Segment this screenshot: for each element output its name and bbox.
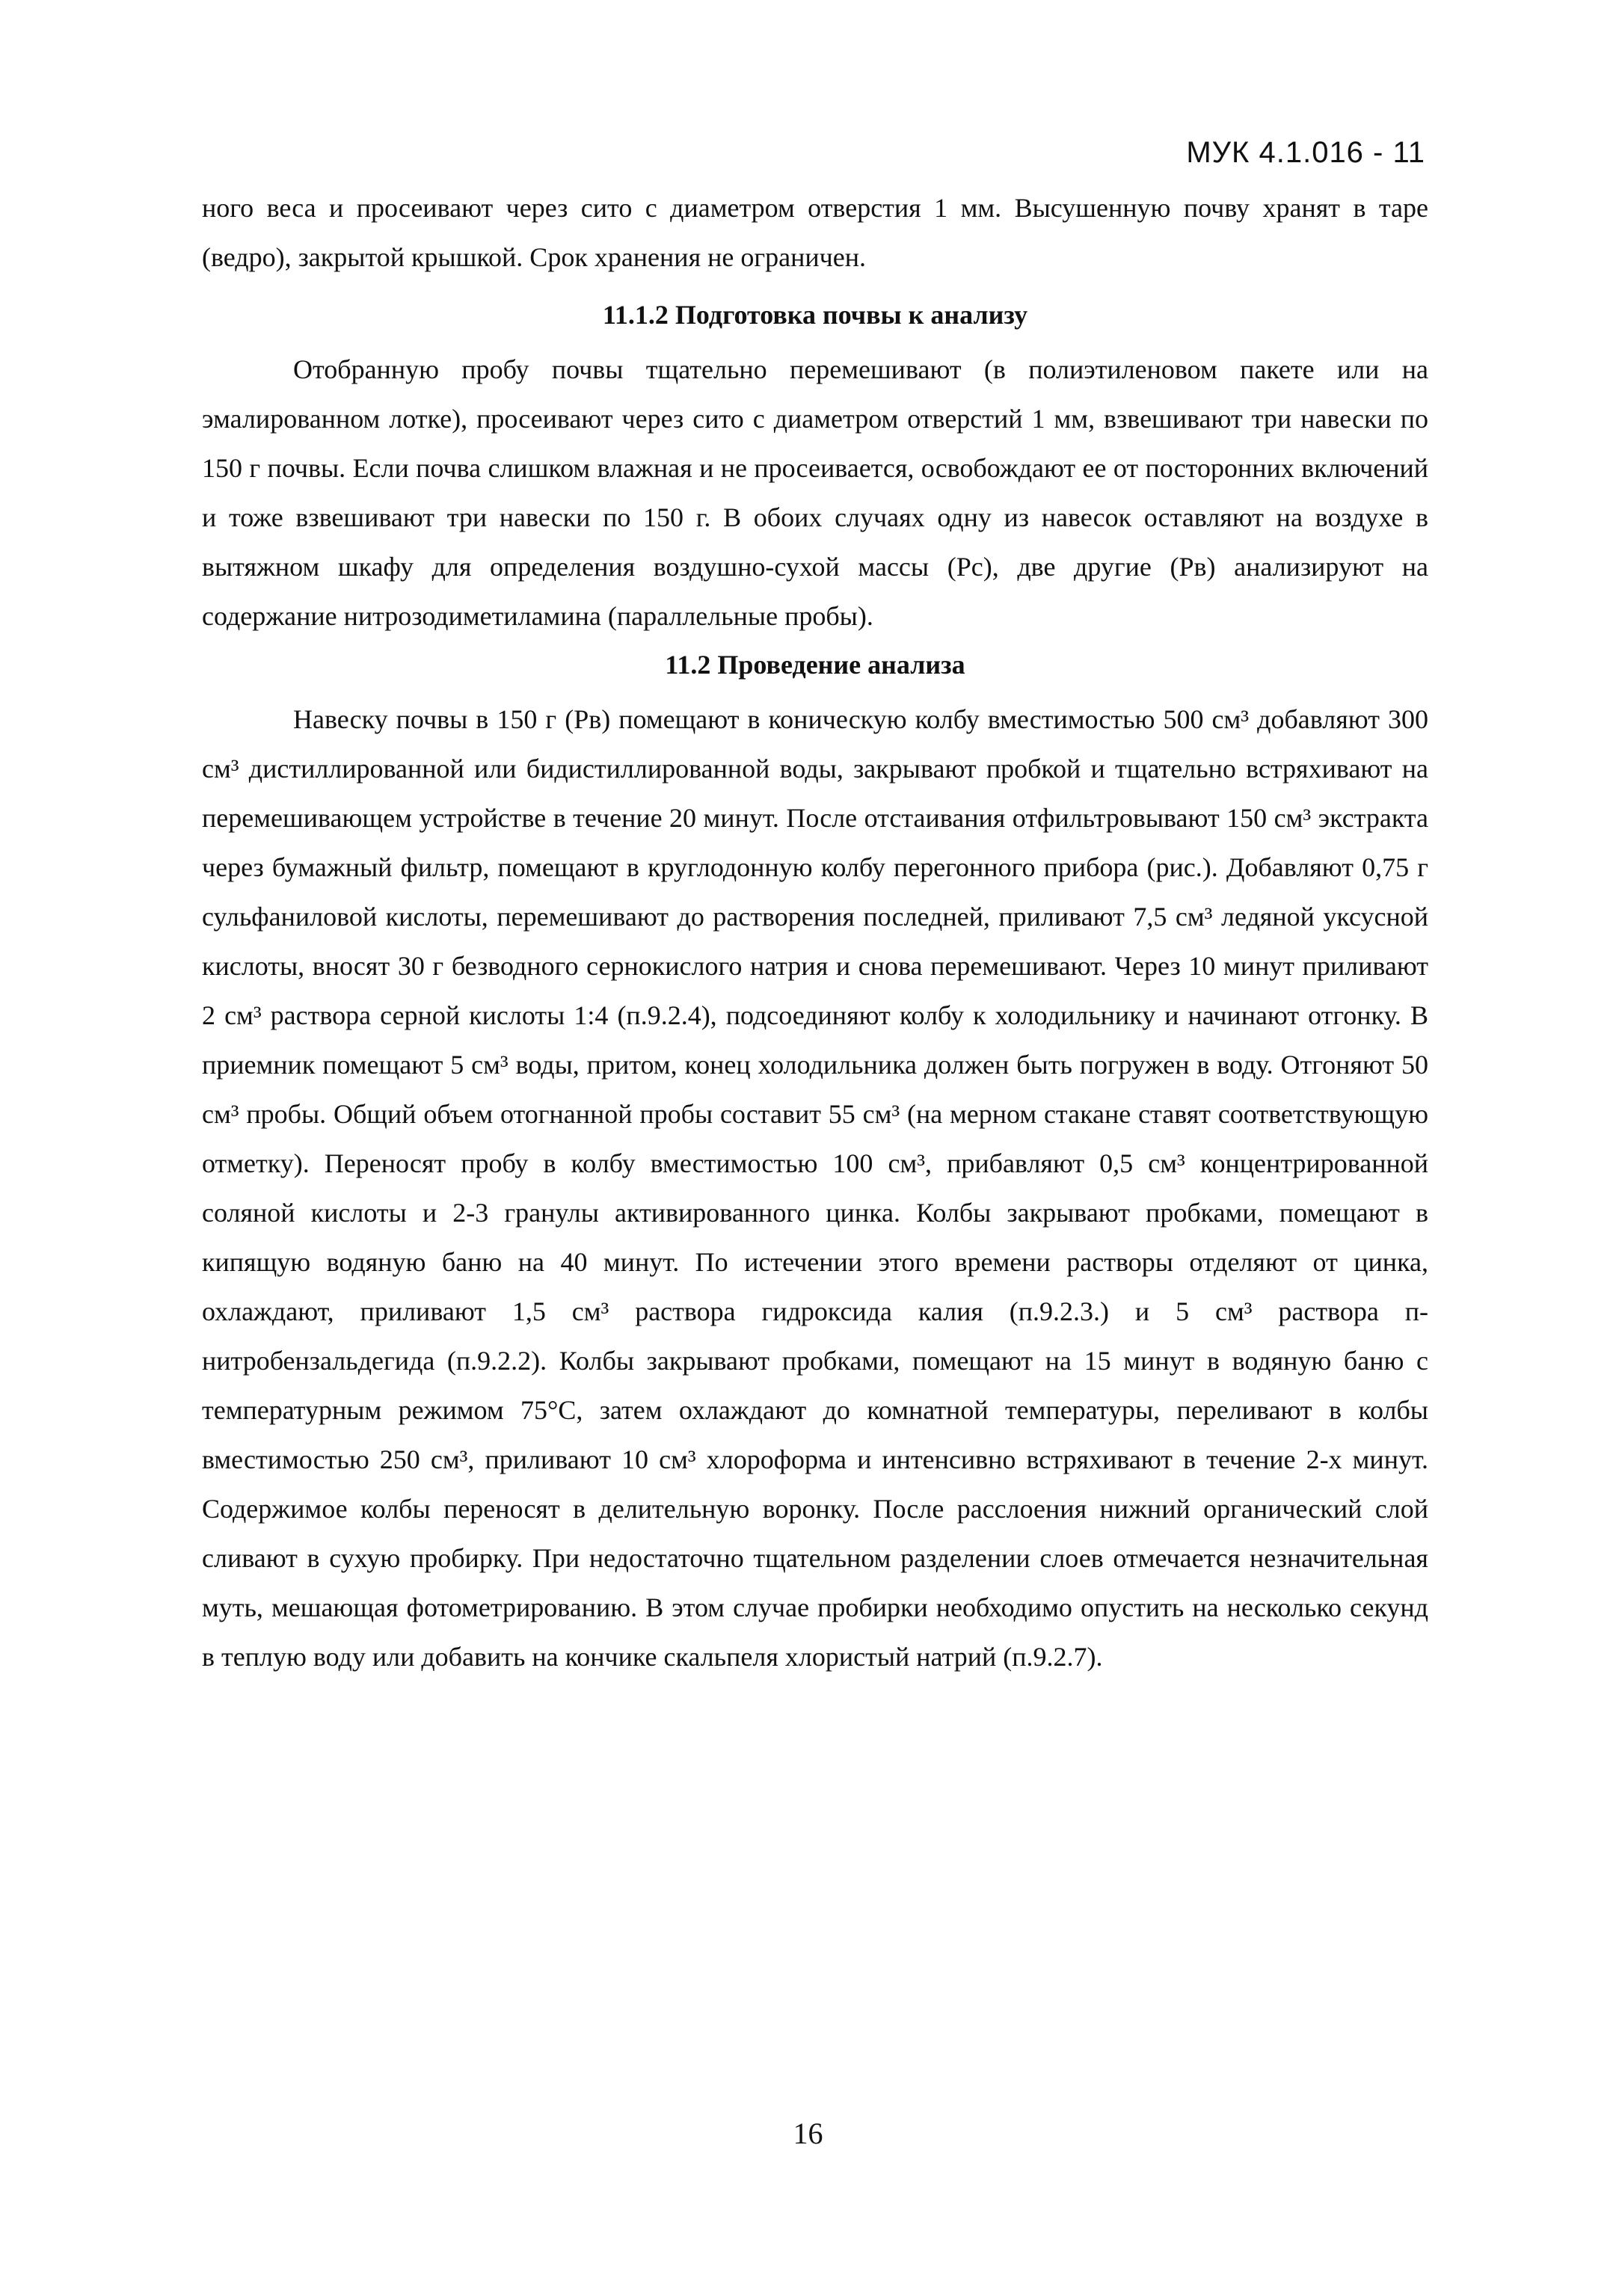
document-body: [202, 183, 1428, 1681]
analysis-procedure-paragraph: Навеску почвы в 150 г (Pв) помещают в коническую колбу вместимостью 500 см³ добавляют 300 см³ дистиллированной или бидистиллированной воды, закрывают пробкой и тщательно встряхивают на перемешивающем устройстве в течение 20 минут. После отстаивания отфильтровывают 150 см³ экстракта через бумажный фильтр, помещают в круглодонную колбу перегонного прибора (рис.). Добавляют 0,75 г сульфаниловой кислоты, перемешивают до растворения последней, приливают 7,5 см³ ледяной уксусной кислоты, вносят 30 г безводного сернокислого натрия и снова перемешивают. Через 10 минут приливают 2 см³ раствора серной кислоты 1:4 (п.9.2.4), подсоединяют колбу к холодильнику и начинают отгонку. В приемник помещают 5 см³ воды, притом, конец холодильника должен быть погружен в воду. Отгоняют 50 см³ пробы. Общий объем отогнанной пробы составит 55 см³ (на мерном стакане ставят соответствующую отметку). Переносят пробу в колбу вместимостью 100 см³, прибавляют 0,5 см³ концентрированной соляной кислоты и 2-3 гранулы активированного цинка. Колбы закрывают пробками, помещают в кипящую водяную баню на 40 минут. По истечении этого времени растворы отделяют от цинка, охлаждают, приливают 1,5 см³ раствора гидроксида калия (п.9.2.3.) и 5 см³ раствора п-нитробензальдегида (п.9.2.2). Колбы закрывают пробками, помещают на 15 минут в водяную баню с температурным режимом 75°С, затем охлаждают до комнатной температуры, переливают в колбы вместимостью 250 см³, приливают 10 см³ хлороформа и интенсивно встряхивают в течение 2-х минут. Содержимое колбы переносят в делительную воронку. После расслоения нижний органический слой сливают в сухую пробирку. При недостаточно тщательном разделении слоев отмечается незначительная муть, мешающая фотометрированию. В этом случае пробирки необходимо опустить на несколько секунд в теплую воду или добавить на кончике скальпеля хлористый натрий (п.9.2.7).: [202, 704, 1428, 1672]
section-heading-analysis-procedure: 11.2 Проведение анализа: [665, 650, 965, 680]
page-number: 16: [793, 2117, 823, 2150]
document-code: МУК 4.1.016 - 11: [1186, 136, 1425, 169]
section-heading-soil-preparation: 11.1.2 Подготовка почвы к анализу: [602, 300, 1028, 330]
intro-paragraph: ного веса и просеивают через сито с диаметром отверстия 1 мм. Высушенную почву хранят в таре (ведро), закрытой крышкой. Срок хранения не ограничен.: [202, 193, 1428, 272]
soil-preparation-paragraph: Отобранную пробу почвы тщательно перемешивают (в полиэтиленовом пакете или на эмалированном лотке), просеивают через сито с диаметром отверстий 1 мм, взвешивают три навески по 150 г почвы. Если почва слишком влажная и не просеивается, освобождают ее от посторонних включений и тоже взвешивают три навески по 150 г. В обоих случаях одну из навесок оставляют на воздухе в вытяжном шкафу для определения воздушно-сухой массы (Pс), две другие (Pв) анализируют на содержание нитрозодиметиламина (параллельные пробы).: [202, 354, 1428, 631]
